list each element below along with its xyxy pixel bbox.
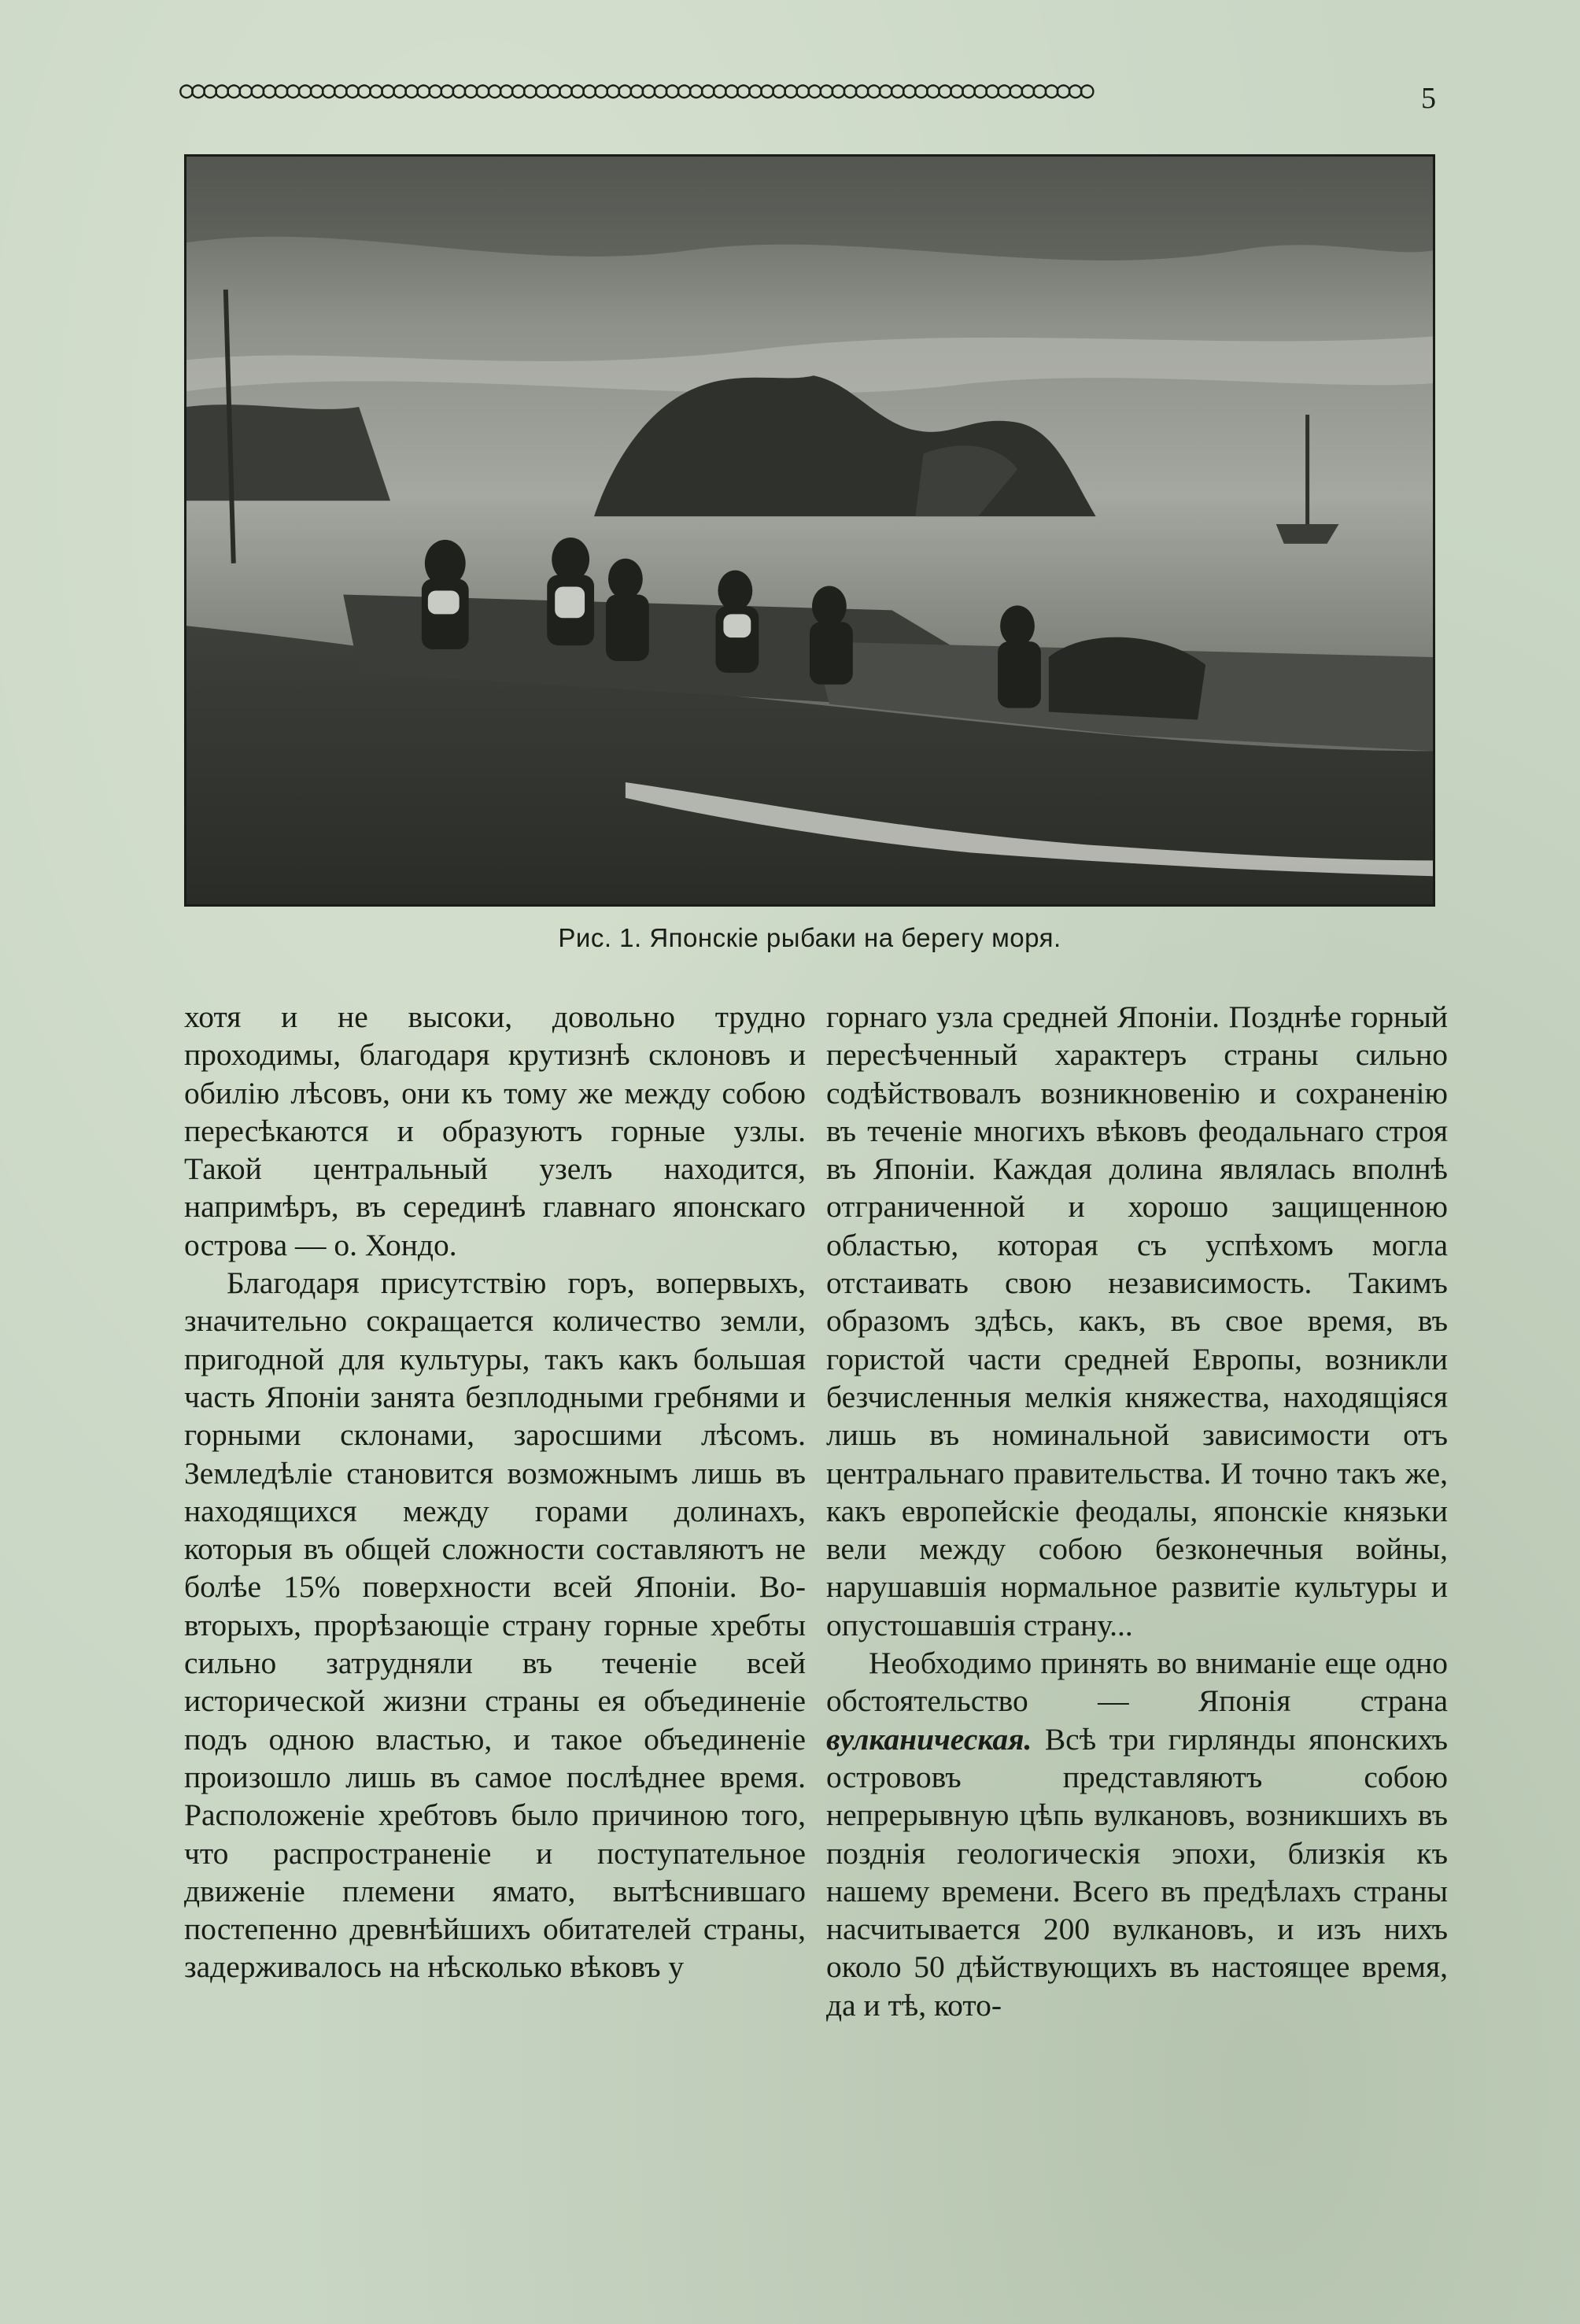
paragraph: Благодаря присутствію горъ, вопервыхъ, значительно сокращается количество земли, пригодной для культуры, такъ какъ большая часть Японіи занята безплодными гребнями и горными склонами, заросшими лѣсомъ. Земледѣліе становится возможнымъ лишь въ находящихся между горами долинахъ, которыя въ общей сложности составляютъ не болѣе 15% поверхности всей Японіи. Во-вторыхъ, прорѣзающіе страну горные хребты сильно затрудняли въ теченіе всей исторической жизни страны ея объединеніе подъ одною властью, и такое объединеніе произошло лишь въ самое послѣднее время. Расположеніе хребтовъ было причиною того, что распространеніе и поступательное движеніе племени ямато, вытѣснившаго постепенно древнѣйшихъ обитателей страны, задерживалось на нѣсколько вѣковъ у [184, 1265, 806, 1985]
photo-illustration [186, 157, 1433, 904]
text-column-right [826, 998, 1448, 2024]
left-headland [186, 405, 390, 501]
paragraph-text: Необходимо принять во вниманіе еще одно обстоятельство — Японія страна [826, 1646, 1448, 1719]
paragraph [826, 1644, 1448, 2024]
figure-photo-fishermen [184, 154, 1435, 907]
text-column-left [184, 998, 806, 1986]
figure-caption: Рис. 1. Японскіе рыбаки на берегу моря. [558, 923, 1061, 952]
decorative-header-border: ○○○○○○○○○○○○○○○○○○○○○○○○○○○○○○○○○○○○○○○○○○○○○○○○○○○○○○○○○○○○○○○○○○○○○○○○○○○○○ [179, 77, 1092, 104]
paragraph: хотя и не высоки, довольно трудно проходимы, благодаря крутизнѣ склоновъ и обилію лѣсовъ, они къ тому же между собою пересѣкаются и образуютъ горные узлы. Такой центральный узелъ находится, напримѣръ, въ серединѣ главнаго японскаго острова — о. Хондо. [184, 999, 806, 1262]
emphasis-word: вулканическая. [826, 1721, 1032, 1757]
page-number: 5 [1421, 82, 1436, 115]
paragraph: горнаго узла средней Японіи. Позднѣе горный пересѣченный характеръ страны сильно содѣйствовалъ возникновенію и сохраненію въ теченіе многихъ вѣковъ феодальнаго строя въ Японіи. Каждая долина являлась вполнѣ отграниченной и хорошо защищенною областью, которая съ успѣхомъ могла отстаивать свою независимость. Такимъ образомъ здѣсь, какъ, въ свое время, въ гористой части средней Европы, возникли безчисленныя мелкія княжества, находящіяся лишь въ номинальной зависимости отъ центральнаго правительства. И точно такъ же, какъ европейскіе феодалы, японскіе князьки вели между собою безконечныя войны, нарушавшія нормальное развитіе культуры и опустошавшія страну... [826, 999, 1448, 1642]
paragraph-text: Всѣ три гирлянды японскихъ острововъ представляютъ собою непрерывную цѣпь вулкановъ, возникшихъ въ позднія геологическія эпохи, близкія къ нашему времени. Всего въ предѣлахъ страны насчитывается 200 вулкановъ, и изъ нихъ около 50 дѣйствующихъ въ настоящее время, да и тѣ, кото- [826, 1721, 1448, 2023]
